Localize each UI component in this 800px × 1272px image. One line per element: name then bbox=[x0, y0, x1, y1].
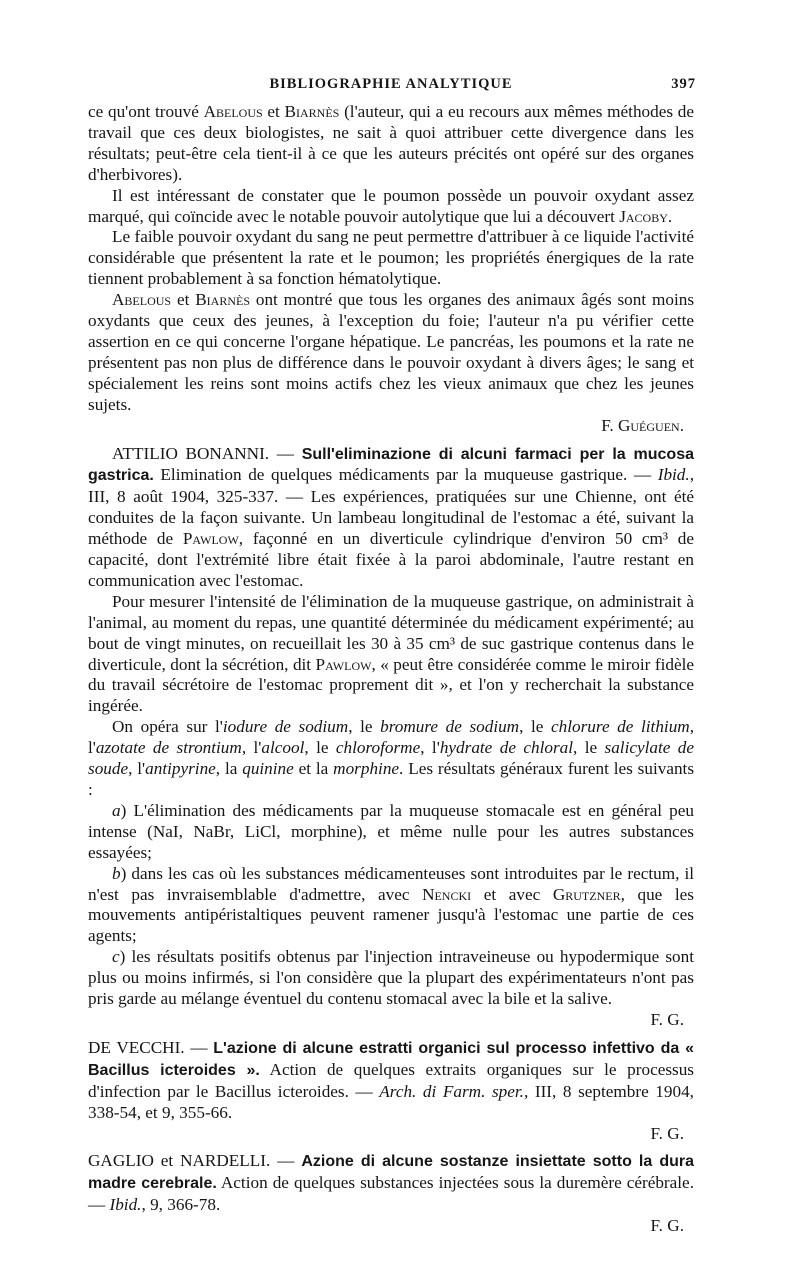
intro-paragraph-2: Il est intéressant de constater que le poumon possède un pouvoir oxydant assez marqué, qui coïncide avec le notable pouvoir autolytique que lui a découvert Jacoby. bbox=[88, 185, 694, 226]
intro-paragraph-4: Abelous et Biarnès ont montré que tous les organes des animaux âgés sont moins oxydants que ceux des jeunes, à l'exception du foie; l'auteur n'a pu vérifier cette assertion en ce qui concerne l'organe hépatique. Le pancréas, les poumons et la rate ne présentent pas non plus de différence dans le pouvoir oxydant à divers âges; le sang et spécialement les reins sont moins actifs chez les vieux animaux que chez les jeunes sujets. bbox=[88, 290, 695, 414]
list-item-c: c) les résultats positifs obtenus par l'injection intraveineuse ou hypodermique sont plus ou moins infirmés, si l'on considère que la plupart des expérimentateurs n'ont pas pris garde au mélange éventuel du contenu stomacal avec la bile et la salive. bbox=[88, 947, 694, 1009]
entry-paragraph: DE VECCHI. — L'azione di alcune estratti organici sul processo infettivo da « Bacillus icteroides ». Action de quelques extraits organiques sur le processus d'infection par le Bacillus icteroides. — Arch. di Farm. sper., III, 8 septembre 1904, 338-54, et 9, 355-66. bbox=[88, 1037, 695, 1122]
entry-title: Sull'eliminazione di alcuni farmaci per la mucosa gastrica. bbox=[88, 445, 694, 485]
entry-bonanni bbox=[88, 444, 694, 1031]
signature: F. Guéguen. bbox=[601, 415, 684, 435]
page-number: 397 bbox=[671, 76, 696, 92]
signature: F. G. bbox=[650, 1009, 684, 1029]
entry-de-vecchi bbox=[88, 1038, 694, 1145]
signature: F. G. bbox=[650, 1123, 684, 1143]
entry-title: L'azione di alcune estratti organici sul processo infettivo da « Bacillus icteroides ». bbox=[88, 1039, 695, 1079]
journal-name: Arch. di Farm. sper. bbox=[379, 1081, 524, 1101]
signature: F. G. bbox=[650, 1216, 684, 1236]
entry-author: DE VECCHI. — bbox=[88, 1037, 208, 1057]
intro-paragraph-3: Le faible pouvoir oxydant du sang ne peut permettre d'attribuer à ce liquide l'activité considérable que présentent la rate et le poumon; les propriétés énergiques de la rate tiennent probablement à sa fonction hématolytique. bbox=[88, 227, 694, 289]
running-title: BIBLIOGRAPHIE ANALYTIQUE bbox=[269, 76, 513, 92]
author-ref: Abelous bbox=[112, 290, 172, 310]
entry-gaglio-nardelli bbox=[88, 1151, 694, 1237]
entry-paragraph: Pour mesurer l'intensité de l'élimination de la muqueuse gastrique, on administrait à l'animal, au moment du repas, une quantité déterminée du médicament expérimenté; au bout de vingt minutes, on recueillait les 30 à 35 cm³ de suc gastrique contenus dans le diverticule, dont la sécrétion, dit Pawlow, « peut être considérée comme le miroir fidèle du travail sécrétoire de l'estomac proprement dit », et l'on y recherchait la substance ingérée. bbox=[88, 591, 694, 716]
author-ref: Pawlow bbox=[315, 654, 372, 674]
entry-author: GAGLIO et NARDELLI. — bbox=[88, 1151, 295, 1171]
entry-title: Azione di alcune sostanze insiettate sotto la dura madre cerebrale. bbox=[88, 1153, 695, 1193]
running-header bbox=[88, 76, 694, 102]
entry-paragraph: GAGLIO et NARDELLI. — Azione di alcune sostanze insiettate sotto la dura madre cerebrale. Action de quelques substances injectées sous la duremère cérébrale. — Ibid., 9, 366-78. bbox=[88, 1151, 695, 1215]
author-ref: Biarnès bbox=[284, 102, 340, 121]
author-ref: Jacoby bbox=[619, 206, 668, 226]
entry-paragraph: ATTILIO BONANNI. — Sull'eliminazione di alcuni farmaci per la mucosa gastrica. Elimination de quelques médicaments par la muqueuse gastrique. — Ibid., III, 8 août 1904, 325-337. — Les expériences, pratiquées sur une Chienne, ont été conduites de la façon suivante. Un lambeau longitudinal de l'estomac a été, suivant la méthode de Pawlow, façonné en un diverticule cylindrique d'environ 50 cm³ de capacité, dont l'extrémité libre était fixée à la paroi abdominale, l'autre restant en communication avec l'estomac. bbox=[88, 443, 694, 590]
list-item-a: a) L'élimination des médicaments par la muqueuse stomacale est en général peu intense (NaI, NaBr, LiCl, morphine), et même nulle pour les autres substances essayées; bbox=[88, 800, 694, 862]
intro-paragraph-1: ce qu'ont trouvé Abelous et Biarnès (l'auteur, qui a eu recours aux mêmes méthodes de travail que ces deux biologistes, ne sait à quoi attribuer cette divergence dans les résultats; peut-être cela tient-il à ce que les auteurs précités ont opéré sur des organes d'herbivores). bbox=[88, 102, 695, 184]
author-ref: Pawlow bbox=[182, 529, 239, 549]
author-ref: Abelous bbox=[203, 102, 263, 121]
entry-paragraph: On opéra sur l'iodure de sodium, le bromure de sodium, le chlorure de lithium, l'azotate de strontium, l'alcool, le chloroforme, l'hydrate de chloral, le salicylate de soude, l'antipyrine, la quinine et la morphine. Les résultats généraux furent les suivants : bbox=[88, 717, 695, 799]
list-item-b: b) dans les cas où les substances médicamenteuses sont introduites par le rectum, il n'est pas invraisemblable d'admettre, avec Nencki et avec Grutzner, que les mouvements antipéristaltiques peuvent ramener jusqu'à l'estomac une partie de ces agents; bbox=[88, 863, 694, 946]
page bbox=[88, 76, 694, 1237]
author-ref: Biarnès bbox=[195, 290, 251, 310]
author-ref: Grutzner bbox=[552, 884, 621, 904]
author-ref: Nencki bbox=[422, 884, 472, 904]
entry-author: ATTILIO BONANNI. — bbox=[112, 443, 294, 463]
